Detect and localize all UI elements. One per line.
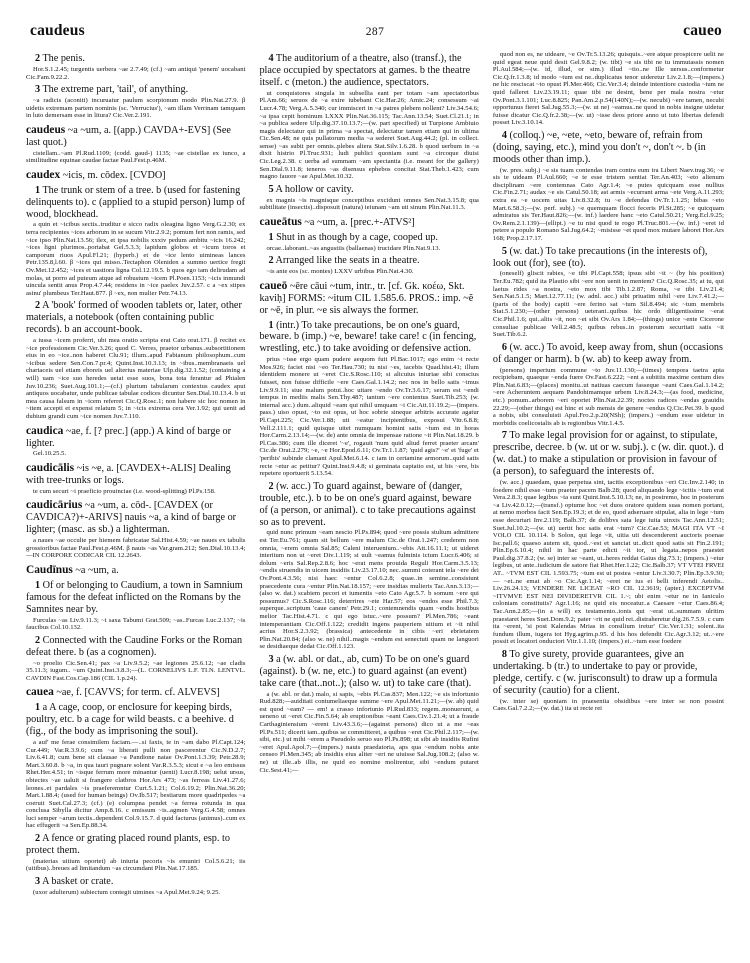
dictionary-headword-entry: [26, 125, 245, 149]
sense-number: 3: [268, 653, 274, 665]
headword-grammar-etymology: ~a ~um, a. cōd-. [CAVDEX (or CAVDICA?)+-ARIVS] nauis ~a, a kind of barge or lighter; (masc. as sb.) a lighterman.: [26, 500, 237, 536]
dictionary-headword-entry: [26, 500, 245, 536]
headword-grammar-etymology: ~a ~um, a.: [72, 564, 119, 576]
sense-paragraph: [493, 130, 724, 166]
sense-text: a (w. abl. or dat., ab, cum) To be on one's guard (against). b (w. ne, etc.) to guard against (an event) take care (that..not..); (also w. ut) to take care (that).: [259, 653, 472, 689]
headword-term: caueō: [259, 279, 288, 292]
sense-text: Connected with the Caudine Forks or the Roman defeat there. b (as a cognomen).: [26, 634, 243, 658]
sense-paragraph: [259, 232, 478, 244]
citation-paragraph: quid nunc primum ~eam nescio Pl.Ps.894; quod ~ere possis stultum admittere est Ter.Eu.761; quam sit bellum ~ere malum Cic.de Orat.1.247; crederem non omnia, ~erem omnia Sal.85; Caleni interuenium..~ebis Att.16.11.1; ut uideret interitum non ut ~eret Div.1.119; si uult ~eamus fulminis ictum Lucr.6.406; si dolum ~eris Sal.Rep.2.8.6; hoc ~erat mens prouida Reguli Hor.Carm.3.5.13; ~endis struendis in uicem insidiis Liv.23.17.10; nec..summi coterant tela ~ere dei Ov.Pont.4.3.56; nisi haec ~entur Col.6.2.8; quae..in semine..consistunt praecedente cura ~entur Plin.Nat.18.157; ~ere insidias mulieris Tac.Ann.3.13;—(also w. dat.) scabiem pecori et iumentis ~eto Cato Agr.5.7. b somum ~ere qui possumus? Cic.S.Rosc.116; deterrires ~ete Har.57; eos ~endos esse Phil.7.3; superque..scriptum 'caue canem' Petr.29.1; contemnendis quam ~endis hostibus melior Tac.Hist.4.71. c qui ego istuc..~ere possum? Pl.Men.786; ~eant intemperantiam Cic.Off.1.122; credidit ingens pauperiem uitium et ~it nihil acrius Hor.S.2.3.92; (brassica) antecedente in cibis ~eri ebrietatem Plin.Nat.20.84; (also w. ne) nihil..magis ~endum est senectuti quam ne languori se desidiaeque dedat Cic.Off.1.123.: [259, 529, 479, 651]
sense-number: 8: [501, 649, 507, 660]
headword-term: cauea: [26, 686, 54, 699]
sense-paragraph: [26, 702, 245, 738]
sense-number: 1: [35, 702, 41, 714]
page-number: 287: [365, 26, 385, 38]
headword-definition: (See last quot.): [26, 124, 231, 148]
citation-paragraph: ~a radicis (aconiti) incuruatur paulum scorpionum modo Plin.Nat.27.9. β uidetis extremam partem nominis (sc. 'Verrucius'), ~am illam Verrinam tamquam in luto demersam esse in litura? Cic.Ver.2.191.: [26, 97, 246, 120]
sense-text: A 'book' formed of wooden tablets or, later, other materials, a notebook (often containing public records). b an account-book.: [26, 300, 242, 336]
citation-paragraph: a auf' me ferae consimilem faciam.—..si faxis, te in ~am dabo Pl.Capt.124; Cur.449; Var.R.3.9.6; cum ~a liberati pulli non pascerentur Cic.N.D.2.7; Liv.6.41.8; cum bene sit clausae ~a Pandione natae Ov.Pont.1.3.39; Petr.28.9; Mart.3.60.8. b ~a, in qua tauri pugnare solent Var.R.3.5.3; sicut e ~a leo emissus Rhet.Her.4.51; in ~isque ferrum more minantur (uenti) Lucr.8.198; uelut ursus, obiectes ~ae ualuit si frangere clatbros Hor.Ars 473; ~as ferreas Liv.41.27.6; leones..et pardales ~is praeferemntur Curt.5.1.21; Col.6.19.2; Plin.Nat.36.20; Mart.1.88.4; (used for human beings) Ov.Ib.517; bestiarum more quadripedes ~a coeruit Suet.Cal.27.3; (cf.) (e) columpna pendet ~a ferrea rotunda in qua conclusa Sibylla dicitur Amp.8.16. c emissum ~is..agmen Verg.G.4.58; omnes luci semper ~arum tectis..dependent Col.9.15.7. d quid facturus (animus)..cum ex hac effugerit ~a Sen.Ep.88.34.: [26, 738, 246, 830]
sense-number: 1: [35, 184, 41, 196]
citation-paragraph: te cum securi ~i praeficio prouinciae (i.e. wood-splitting) Pl.Ps.158.: [33, 487, 216, 495]
sense-paragraph: [26, 185, 245, 221]
citation-paragraph: ~is ante eos (sc. montes) LXXV urbibus Plin.Nat.4.30.: [266, 268, 414, 276]
sense-paragraph: [493, 430, 724, 478]
citation-paragraph: (w. pres. subj.) ~e sis tuam contendas iram contra eum ira Libert Naev.trag.36; ~e sis te uideam Pl.Aul.660; ~e te esse tristem sentiat Ter.An.403; ~eto alienum disciplinam ~ere contemnas Cato Agr.1.4; ~e putes quicquam esse nullius Cic.Fin.2.71; audax ~e sis Catul.50.18; ast armis ~ecurrant arma ~ete Verg.A.11.293; extra ea ~e uocem uitas Liv.8.32.8; tu ~e defendas Ov.Tr.1.1.25; bibas ~eto Mart.6.58.3;—(w. perf. subj.) ~e quemquam flocci feceris Pl.St.285; ~e quicquam admiratus sis Ter.Haut.826;—(w. inf.) laedere hanc ~eto Catul.50.21; Verg.Ecl.9.25; Ov.Rem.2.1.139)—(ellipt.) ~e tu nisi quod te rogo Pl.Truc.801.—(w. inf.) ~eret id petere a populo Romano Sal.Jug.64.2; ~misisse ~et quod mox mutare laboret Hor.Ars 168; Prop.2.17.17.: [492, 166, 724, 242]
sense-text: The extreme part, 'tail', of anything.: [40, 84, 189, 96]
sense-paragraph: [493, 246, 724, 270]
headword-term: caudicārius: [26, 499, 83, 512]
sense-text: A basket or crate.: [40, 876, 114, 888]
sense-text: The auditorium of a theatre, also (transf.), the place occupied by spectators at games. b the theatre itself. c (meton.) the audience, spectators.: [259, 53, 471, 88]
headword-grammar-etymology: ~ae, f. [CAVVS; for term. cf. ALVEVS]: [53, 687, 220, 699]
headword-definition: Dealing with tree-trunks or logs.: [26, 463, 231, 486]
sense-text: Shut in as though by a cage, cooped up.: [273, 231, 438, 243]
sense-number: 4: [501, 129, 507, 141]
sense-paragraph: [26, 635, 245, 659]
citation-paragraph: quod non es, ne uideare, ~e Ov.Tr.5.13.26; quisquis..~ere atque prospicere uelit ne quid egeat neue quid desit Gel.9.8.2; (w. tibi) ~e sis tibi ne tu immutassis nomen Pl.Aul.584;—(w. id, illud, or sim.) illud ~tio..ne Ille uersus..conformetur Cic.Q.fr.1.3.8; id modo ~tum est ne..duplicatus tenor uideretur Liv.2.1.8;—(impers.) ne hic resciscat ~to opust Pl.Mer.466; Cic.Ver.3.4; deinde intentiore custodia ~tum ne quid falleret Liv.23.19.11; quae tibi ne desint, bene per mala nostra ~etur Ov.Pont.3.1.101; Luc.8.825; Pan.Am.2.p.54(140N);—(w. necubi) ~ere tamen, necubi opportunus fieret Sal.Jug.55.3;—(w. ut ne) ~eamus..ne quod in nobis insigne uidetur fuisse dicatur Cic.Q.fr.2.38;—(w. ut) ~isse deos priore anno ut tuto libertas defendi posset Liv.3.10.14.: [492, 51, 724, 127]
sense-text: (intr.) To take precautions, be on one's guard, beware. b (imp.) ~e, beware! take care! c (in fencing, wrestling, etc.) to take avoiding or defensive action.: [259, 319, 477, 355]
sense-number: 3: [35, 84, 41, 96]
text-column-3: [493, 50, 724, 955]
sense-paragraph: [259, 53, 478, 89]
sense-text: (w. dat.) To take precautions (in the interests of), look out (for), see (to).: [492, 245, 708, 269]
sense-number: 7: [501, 430, 507, 442]
citation-paragraph: a (w. abl. or dat.) malo, si sapis, ~ebis Pl.Cas.837; Men.122; ~e sis infortunio Rud.828;—auiditati contumeliaeque summe ~ere Apul.Met.11.21;—(w. ab) quid est quod ~eam? — em! a crasso infortunio Pl.Rud.833; regem..monuerunt, a ueneno ut ~eret Cic.Fin.5.64; ab eruptionibus ~eant Caes.Civ.1.21.4; ut a fraude Carthaginiensium ~erent Liv.43.3.6;—(against persons) dico ut a me ~eas Pl.Ps.511; dicerit iam..quibus se committeret, a quibus ~eret Cic.Phil.2.117;—(w. sibi, etc.) ut mihi ~erem a Pseudolo seruo suo Pl.Ps.898; ut sibi ab insidiis Rufini ~eret Apul.Apol.7;—(impers.) nauis praedatoria, aps qua ~endum nobis ante censeo Pl.Men.345; ab insidiis eius aliter ~eri ne uiuisse Sal.Jug.108.2; (also w. ne) ut ille..ab illis, ne quid eo nomine molirentur, sibi ~endum putaret Cic.Sest.41;—: [259, 690, 479, 774]
column-container: [26, 50, 724, 955]
citation-paragraph: ex magnis ~is magnisque conceptibus excidunt omnes Sen.Nat.3.15.8; qua subtilitate (insectis)..disposuit (natura) ieiunam ~am uti sinum Plin.Nat.11.3.: [259, 196, 479, 212]
sense-text: (w. acc.) To guard against, beware of (danger, trouble, etc.). b to be on one's guard against, beware of (a person, or animal). c to take precautions against so as to prevent.: [259, 480, 476, 528]
running-head-left: caudeus: [30, 22, 85, 39]
dictionary-headword-entry: [259, 281, 478, 317]
sense-paragraph: [26, 84, 245, 96]
dictionary-headword-entry: [26, 170, 245, 182]
sense-paragraph: [259, 255, 478, 267]
citation-paragraph: (w. acc.) quaedam, quae perpetua sint, tacitis exceptionibus ~eri Cic.Inv.2.140; in foedere nihil esse ~tum praeter pacem Balb.28; quod aliquando lege ~icitis ~tum erat Vera.2.8.3; quae legibus ~ta sunt Quint.Inst.5.10.13; ne, in postremo, hoc in posterum ~a Liv.42.0.12;—(transf.) optume hoc ~et duos oratore quidem suas nomen portant, at nemo morbos facit Sen.Ep.19.3; et de eo, quod adseruare stipulat, alia in lege ~tum esse decurtari Inv.2.119; Balb.37; de dolibvs sata lege iuita uinxis Tac.Ann.12.51; Suet.Jul.10.2;—(w. ut) uertit hoc satis erat ~tum? Cic.Cae.53; MAGI ITA VT ~I VOLO CIL 10.114. b Solon, qui lege ~it, uitia uti descenderent auctoris poenae Isc.pall.6; quaeso autem sit, quod..~est et sanciat ut..dicit quod satis sit Fin.2.191; Plin.Ep.6.10.4; nihil in hac parte edicti ~it ior, ut legata..nepos praestet Paul.dig.37.8.2; (w. se) inter se ~eant, ut..heres reddat Gaius dig.73.1; (impers.) ~etur legibus, ut ante..iudicium de satore fiat Rhet.Her.1.22; Cic.Balb.37; VT VTEI FRVEI AT.. ~TVM EST CIL 1.593.75; ~tum est ut postea ~entur Liv.3.30.7; Plin.Ep.3.9.30;— ~et..ne emat ab ~o Cic.Agr.1.14; ~eret ne ius ei belli inferendi Aetolis.. Liv.26.24.13; VENDERE NE LICEAT ~RO CIL 12.3619; (apter.) EXCEPTVM ~ITVMVE EST NEI DIVIDERETVR CIL 1.~; ubi enim ~etur ne in Ianiculo coloniam constitutis? Agr.1.16; ne quid eis noceatur..a Caesare ~etur Caes.86.4; Tac.Ann.2.85;—(in a will) ex testamento..ionis qui ~erat ut..summam ulritim praestaret heres Suet.Dom.9.2; pater ~rit ne quid rei..distraheretur dig.26.7.5.9. c cum ita ~erent, 'si post Kalendas Mrias in consilium iretur' Cic.Ver.1.31; solent..ita fundum illum, iugera tot Hyg.agrim.p.95. d his hos defendit Cic.Agr.3.12; ut..~ere possit et locatori onductori Vitr.1.1.10; (impers.) ei..~tum esse foedere: [492, 478, 724, 646]
sense-paragraph: [259, 654, 478, 690]
headword-grammar-etymology: ~ae, f. [? prec.] (app.) A kind of barge or lighter.: [26, 425, 232, 449]
sense-number: 1: [268, 319, 274, 331]
sense-paragraph: [26, 580, 245, 616]
sense-number: 2: [35, 634, 41, 646]
sense-paragraph: [26, 53, 245, 65]
dictionary-headword-entry: [26, 565, 245, 577]
citation-paragraph: (uxor adulterum) subiectum contegit uimines ~a Apul.Met.9.24; 9.25.: [33, 888, 221, 896]
sense-paragraph: [493, 342, 724, 366]
sense-number: 3: [35, 876, 41, 888]
sense-paragraph: [259, 481, 478, 529]
headword-grammar-etymology: ~a ~um, a. [(app.) CAVDA+-EVS]: [65, 124, 211, 136]
dictionary-headword-entry: [26, 426, 245, 450]
sense-number: 2: [35, 53, 41, 64]
sense-number: 2: [35, 300, 41, 312]
sense-text: Arranged like the seats in a theatre.: [273, 255, 420, 267]
citation-paragraph: (oneself) gliscit rabies, ~e tibi Pl.Capt.558; ipsus sibi ~it ~ (by his position) Ter.Eu.782; quid ita Plautio sibi ~ere non uenit in mentem? Cic.Q.Rosc.35; at tu, qui laetus rides ~a nostra, ~eto mox tibi Tib.1.2.87; Roma, ~e tibi Liv.21.4; Sen.Nat.5.1.5; Mart.12.77.11; (w. adnl. acc.) sibi priuatim nihil ~ere Liv.7.41.2;—(parts of the body) capiti ~ere ferino sat ~tum Sil.8.494; sic ~tum membris Stat.5.1.230;—(other persons) ueterani..quibus hic ordo diligentissime ~erat Cic.Phil.1.6; qui..aliis ~it, non ~et sibi Ov.Ars 1.84;—(things) unice ~ente Cicerone consuliae publicae Vell.2.48.5; quibus rebus..in posterum securitati satis ~it Suet.Tib.6.2.: [492, 270, 724, 339]
sense-paragraph: [493, 649, 724, 697]
running-head: [26, 22, 724, 48]
dictionary-headword-entry: [26, 687, 245, 699]
citation-paragraph: Hor.S.1.2.45; turgentis uerbera ~ae 2.7.49; (cf.) ~am antiqui 'penem' uocabant Cic.Fam.9.22.2.: [26, 65, 246, 81]
citation-paragraph: cistellam..~am Pl.Rud.1109; (codd. gaud-) 1135; ~ae cistellae ex iunco, a similitudine equinae caudae factae Paul.Fest.p.46M.: [26, 149, 246, 165]
headword-term: caudeus: [26, 123, 66, 136]
sense-number: 5: [268, 183, 274, 195]
citation-paragraph: prius ~isse ergo quam pudere aequom fuit Pl.Bac.1017; ego enim ~i recte Mos.926; faciet nisi ~eo Ter.Hau.730; tu nisi ~es, iacebis Quad.hist.41; illum identidem monere ut ~eret Cic.S.Rosc.110; si alicuius iniuriae sibi conscius fuisset, non fuisse difficile ~ere Caes.Gal.1.14.2; nec nos in bello satis ~imus Liv.9.9.11; siue malum potui..hoc uitare ~endo Ov.Tr.3.6.17; seram est ~endi tempus in mediis malis Sen.Thy.487; tantum ~ere contentus Suet.Tib.253; (w. internal acc.) dum..aliquid ~eam qui nihil umquam ~i Cic.Att.11.19.2;—(impers. pass.) uiso opust, ~to est opus, ut hoc sobrie sineque arbitris accurate agatur Pl.Capt.225; Cic.Ver.1.88; uti ~eatur incipientibus, exposui Vitr.6.8.8; Vell.2.111.1; quid quisque uitet numquam homini satis ~tum est in horas Hor.Carm.2.13.14;—(w. de) ante omnia de impensae ratione ~it Plin.Nat.18.29. b Pl.Cas.386; cum ille diceret '~e', rogauit 'num quid aliud ferret praeter arcam' Cic.de Orat.2.279; ~e, ~e Hor.Epod.6.11; Ov.Tr.1.1.87; 'quid agis?' ~e' et 'fuge' et 'peribis' subinde clamant Apul.Met.6.14. c iam in certamine armorum..quid satis recte ~etur ac petitur? Quint.Inst.9.4.8; si geminata captatio est, ut bis ~ere, bis repetere oportuerit 5.13.54.: [259, 356, 479, 478]
sense-text: Of or belonging to Caudium, a town in Samnium famous for the defeat inflicted on the Romans by the Samnites near by.: [26, 579, 243, 615]
running-head-right: caueo: [683, 22, 722, 39]
headword-grammar-etymology: ~icis, m. cōdex. [CVDO]: [60, 169, 166, 181]
sense-text: (colloq.) ~e, ~ete, ~eto, beware of, refrain from (doing, saying, etc.), mind you don't ~, don't ~. b (in moods other than imp.).: [492, 129, 706, 165]
sense-number: 2: [35, 833, 41, 845]
headword-grammar-etymology: ~is ~e, a. [CAVDEX+-ALIS]: [74, 463, 196, 474]
citation-paragraph: ut conquistores singula in subsellia eant per totam ~am spectatoribus Pl.Am.66; seruos de ~a exire iubebant Cic.Har.26; Amic.24; consessum ~ai Lucr.4.78; Verg.A.5.340; cur immisceri in ~a patres plebem nollent? Liv.34.54.6; ~a ipsa cepit hominum LXXX Plin.Nat.36.115; Tac.Ann.13.54; Suet.Cl.21.1; in ~a publica sedere Ulp.dig.37.10.13.7;—(w. part specified) ut Turpione Ambiuio magis delectatur qui in prima ~a spectat, delectatur tamen etiam qui in ultima Cic.Sen.48; ne quis pullatorum media ~a sederet Suet.Aug.44.2; (pl. in collect. sense) ~as subit per omnis..plebes altera Stat.Silv.1.6.28. b quod uerbum in ~a dixit histrio Pl.Truc.931; ludi publici quoniam sunt ~a circoque diuisi Cic.Leg.2.38. c uerba ad summam ~am spectantia (i.e. meant for the gallery) Sen.Dial.9.11.8; teneros ~as disensus ephebos concitat Stat.Theb.1.423; cum magno fauore ~ae Apul.Met.10.32.: [259, 89, 479, 181]
sense-text: The penis.: [40, 53, 85, 64]
citation-paragraph: orcae..laborant..~as angustiis (ballaenas) trucidare Plin.Nat.9.13.: [266, 244, 441, 252]
sense-number: 1: [35, 579, 41, 591]
sense-text: To make legal provision for or against, to stipulate, prescribe, decree. b (w. ut or w. subj.). c (w. dir. quot.). d (w. dat.) to make a stipulation or provision in favour of (a person), to safeguard the interests of.: [492, 430, 724, 478]
citation-paragraph: (persons) imperium commune ~to Juv.11.130;—(times) tempora taetra apta recipiebam, quaeque ~enda fuere Ov.Fast.6.222; ~ent a subitiis maxime centum dies Plin.Nat.6.83;—(places) monitu..ut natiuas caecum fasseque ~eant Caes.Gal.1.14.2; ~ere Acheruntem aequam Pandohimamque urbem Liv.8.24.3;—(as food, medicine, etc.) pomum..arborem ~eri oportet Plin.Nat.22.39; noctes radices ~endas grauidis 22.29;—(other things) est hinc et sub mensis de genere ~endus Q.Cic.Pet.39. b quod a nobis, sibi consuluisti Apul.Fro.2.p.20(NSh); (impers.) ~endum esse uidetur in morbidis coelicostalis ab is regionibus Vitr.1.4.5.: [492, 366, 724, 427]
sense-paragraph: [26, 833, 245, 857]
headword-term: caudicālis: [26, 462, 75, 474]
sense-paragraph: [26, 876, 245, 888]
headword-term: caueātus: [259, 215, 302, 228]
sense-paragraph: [259, 320, 478, 356]
sense-number: 1: [268, 231, 274, 243]
sense-text: The trunk or stem of a tree. b (used for fastening delinquents to). c (applied to a stupid person) lump of wood, blockhead.: [26, 184, 245, 220]
headword-term: caudex: [26, 168, 61, 181]
sense-text: A fence or grating placed round plants, esp. to protect them.: [26, 833, 230, 856]
sense-number: 2: [268, 480, 274, 492]
citation-paragraph: Furculas ~as Liv.9.11.3; ~i saxa Tabumi Grat.509; ~as..Furcas Luc.2.137; ~is faucibus Col.10.132.: [26, 616, 246, 632]
citation-paragraph: (w. inter se) quoniam in praesentia obsidibus ~ere inter se non possint Caes.Gal.7.2.2;—(w. dat.) ita ut recte rei: [492, 697, 724, 713]
sense-paragraph: [259, 184, 478, 196]
headword-term: Caudīnus: [26, 563, 73, 576]
sense-number: 2: [268, 255, 274, 267]
sense-number: 4: [268, 53, 274, 64]
sense-number: 6: [501, 341, 507, 353]
citation-paragraph: a naues ~ae occulte per hiemem fabricatae Sal.Hist.4.59; ~ae naues ex tabulis grossioribus factae Paul.Fest.p.46M. β nauis ~as Var.gram.212; Sen.Dial.10.13.4;—IN CORPORE CODICAR CIL 12.2643.: [26, 537, 246, 560]
citation-paragraph: a quin et ~icibus sectis..truditur e sicco radix oleagina ligno Verg.G.2.30; ex terra recipientes ~ices arborum in se sucum Vitr.2.9.2; pomum fert non ramis, sed ~ice ipso Plin.Nat.13.56; ilex, et ipsa nobilis xxxiv pedum ambitu ~icis 16.242; ~ices ligni plurimos..portabat Gel.5.3.3; lapidum globos et ~icum toros et camporum riuos Apul.Fl.21; (hyperb.) et de ~ice lento uimineas lances Petr.135.8,l.60. β ~ices qui misso..Tectaphon Oleniden a summo uertice fregit Ov.Met.12.452; ~ices et uastiora ligna Col.12.19.5. b quos ego iam delirudam ad molas, ut porro ad puteum atque ad robustum ~icem Pl.Poen.1153; ~icis inmundi uincula sentit anus Prop.4.7.44; residens in ~ice paelex Juv.2.57. c a ~ex stipes asinu' plumbeus Ter.Haut.877. β ~ex, non mulier Petr.74.13.: [26, 221, 246, 297]
sense-paragraph: [26, 300, 245, 336]
citation-paragraph: a iussa ~icem proferri, ubi mea oratio scripta erat Cato orat.171. β recitet ex ~ice professionem Cic.Ver.3.26; quod C. Verres, praetor urbanus..subsortitionem eius in eo ~ice..non haberet Clu.91; illum..apud Fabianum philosophum..cum ~icibus sedere Sen.Con.7.pr.4; Quint.Inst.10.3.13; in ~ibus..membranaeis uel chartaceis uel etiam eboreis uel alterius materiae Ulp.dig.32.1.52; (containing a will) uam ~ice suo heredes uetat esse suos, bona tota ferantur ad Phialen Juv.10.236; Suet.Aug.101.1;—(cf.) plurium tabularum contextus caudex aput antiquos uocabatur, unde publicae tabulae codices dicuntur Sen.Dial.10.13.4. b ut mea causa falsum in ~icem referret Cic.Q.Rosc.1; non habere sic hoc nomen in ~item accepti et expensi relatum 5; in ~icis extrema cera Ver.1.92; qui uenit ad dubium grandi cum ~ice nomen Juv.7.110.: [26, 337, 246, 420]
dictionary-headword-entry: [26, 463, 245, 487]
text-column-1: [26, 50, 251, 955]
citation-paragraph: (materias uitium oportet) ab iniuria pecoris ~is emuniri Col.5.6.21; iis (uitibus)..breues ad limitandum ~as circumdant Plin.Nat.17.185.: [26, 857, 246, 873]
dictionary-headword-entry: [259, 217, 478, 229]
sense-text: a A cage, coop, or enclosure for keeping birds, poultry, etc. b a cage for wild beasts. c a beehive. d (fig., of the body as imprisoning the soul).: [26, 702, 234, 738]
citation-paragraph: Gel.10.25.5.: [33, 450, 67, 458]
headword-grammar-etymology: ~a ~um, a. [prec.+-ATVS²]: [301, 216, 415, 228]
citation-paragraph: ~o proelio Cic.Sen.41; pax ~a Liv.9.5.2; ~ae legiones 25.6.12; ~ae cladis 35.11.3; iugum.. ~um Quint.Inst.3.8.3;—(L. CORNELIVS L.F. TI.N. LENTVL. CAVDIN Fast.Cos.Cap.186 (CIL 1.p.24).: [26, 659, 246, 682]
headword-term: caudica: [26, 424, 64, 437]
headword-grammar-etymology: ~ēre cāui ~tum, intr., tr. [cf. Gk. κοέω, Skt. kaviḥ] FORMS: ~itum CIL 1.585.6. PROS.: imp. ~ĕ or ~ē, in plur. ~e sis always the former.: [259, 280, 474, 316]
sense-text: To give surety, provide guarantees, give an undertaking. b (tr.) to undertake to pay or provide, pledge, certify. c (w. jurisconsult) to draw up a formula of security (cautio) for a client.: [492, 649, 718, 696]
sense-number: 5: [501, 245, 507, 257]
text-column-2: [259, 50, 484, 955]
sense-text: (w. acc.) To avoid, keep away from, shun (occasions of danger or harm). b (w. ab) to keep away from.: [492, 341, 723, 365]
sense-text: A hollow or cavity.: [273, 183, 354, 195]
